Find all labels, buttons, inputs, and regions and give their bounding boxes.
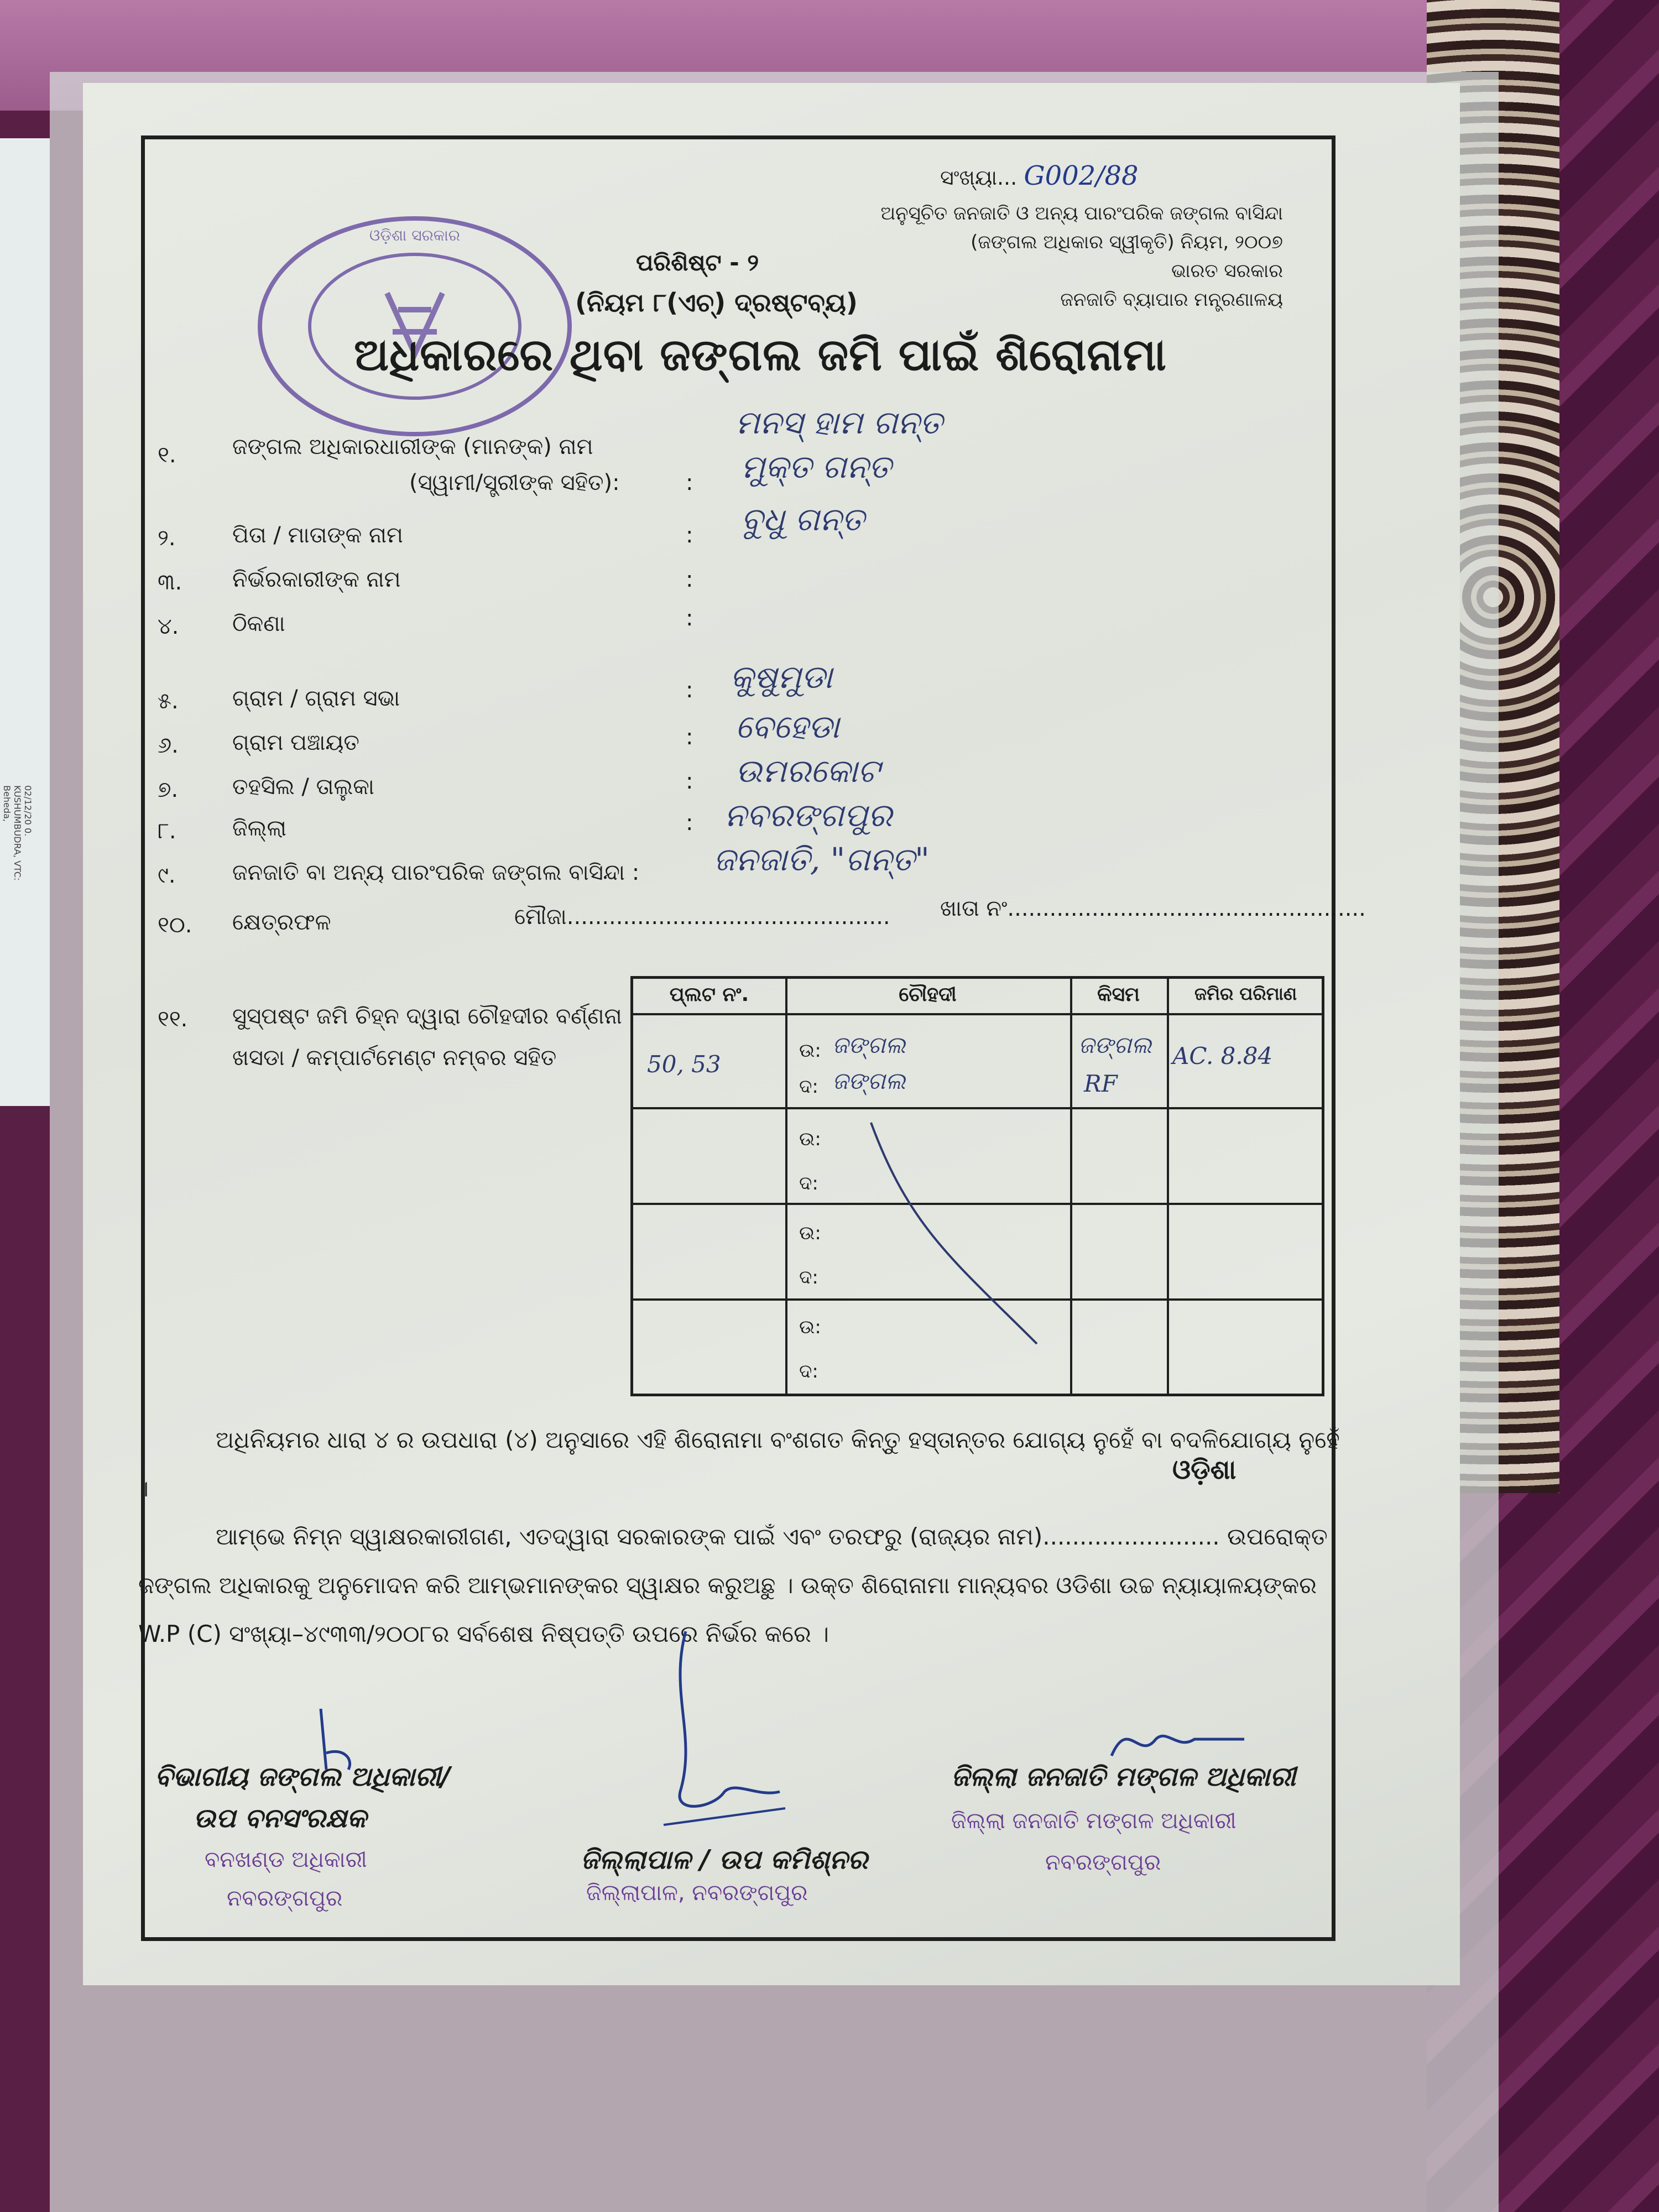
field-number: ୨. [158, 525, 176, 551]
field-label-village: ଗ୍ରାମ / ଗ୍ରାମ ସଭା [232, 686, 400, 711]
table-header-area: ଜମିର ପରିମାଣ [1194, 983, 1297, 1004]
signatory-title-dwo: ଜିଲ୍ଲା ଜନଜାତି ମଙ୍ଗଳ ଅଧିକାରୀ [951, 1761, 1296, 1792]
svg-text:ଓଡ଼ିଶା ସରକାର: ଓଡ଼ିଶା ସରକାର [369, 226, 460, 244]
table-cell-plot: 50, 53 [647, 1051, 721, 1078]
field-value-parent-name: ବୁଧୁ ଗନ୍ତ [741, 500, 865, 538]
stamp-right-office: ଜିଲ୍ଲା ଜନଜାତି ମଙ୍ଗଳ ଅଧିକାରୀ [951, 1808, 1237, 1834]
colon: : [686, 567, 693, 592]
field-value-holder-name: ମନସ୍ ହାମ ଗନ୍ତ [735, 404, 943, 441]
field-value-spouse: ମୁକ୍ତ ଗନ୍ତ [741, 448, 891, 486]
signatory-title-collector: ଜିଲ୍ଲାପାଳ / ଉପ କମିଶ୍ନର [581, 1844, 868, 1875]
state-name: ଓଡ଼ିଶା [1172, 1454, 1237, 1485]
field-number: ୪. [158, 614, 179, 639]
field-number: ୩. [158, 570, 182, 595]
field-number: ୧୧. [158, 1006, 188, 1032]
header-act-line1: ଅନୁସୂଚିତ ଜନଜାତି ଓ ଅନ୍ୟ ପାରଂପରିକ ଜଙ୍ଗଲ ବାସିନ୍ଦା [880, 202, 1283, 225]
stub-village: 0. KUSHUMBUDRA, [12, 785, 33, 858]
field-label-address: ଠିକଣା [232, 611, 285, 637]
serial-label: ସଂଖ୍ୟା... [940, 165, 1018, 190]
header-government: ଭାରତ ସରକାର [1171, 260, 1283, 282]
adjacent-document-stub [0, 785, 33, 907]
table-cell-north-label: ଉ: [799, 1316, 821, 1338]
table-header-kisam: କିସମ [1097, 983, 1140, 1006]
field-label-parent-name: ପିତା / ମାତାଙ୍କ ନାମ [232, 523, 403, 548]
rule-reference: (ନିୟମ ୮(ଏଚ୍) ଦ୍ରଷ୍ଟବ୍ୟ) [575, 288, 858, 317]
field-number: ୭. [158, 777, 179, 802]
stub-date: 02/12/20 [23, 785, 33, 825]
stamp-left-place: ନବରଙ୍ଗପୁର [227, 1886, 343, 1911]
strike-through-line [865, 1117, 1042, 1349]
colon: : [686, 810, 693, 836]
field-number: ୧. [158, 442, 176, 468]
table-cell-north-label: ଉ: [799, 1222, 821, 1244]
field-number: ୮. [158, 818, 176, 844]
field-label-panchayat: ଗ୍ରାମ ପଞ୍ଚାୟତ [232, 730, 359, 755]
colon: : [686, 523, 693, 548]
stamp-left-office: ବନଖଣ୍ଡ ଅଧିକାରୀ [205, 1847, 367, 1872]
stub-vtc: VTC: Beheda, [2, 785, 23, 881]
table-cell-area: AC. 8.84 [1172, 1042, 1273, 1070]
field-label-tribe: ଜନଜାତି ବା ଅନ୍ୟ ପାରଂପରିକ ଜଙ୍ଗଲ ବାସିନ୍ଦା : [232, 860, 640, 885]
field-value-district: ନବରଙ୍ଗପୁର [724, 796, 893, 834]
stamp-center: ଜିଲ୍ଲାପାଳ, ନବରଙ୍ଗପୁର [586, 1880, 808, 1906]
field-label-district: ଜିଲ୍ଲା [232, 816, 286, 841]
field-label-dependents: ନିର୍ଭରକାରୀଙ୍କ ନାମ [232, 567, 401, 592]
field-label-compartment: ଖସଡା / କମ୍ପାର୍ଟମେଣ୍ଟ ନମ୍ବର ସହିତ [232, 1045, 557, 1071]
table-cell-north-label: ଉ: [799, 1128, 821, 1150]
signatory-title-dfo: ବିଭାଗୀୟ ଜଙ୍ଗଲ ଅଧିକାରୀ/ [155, 1761, 451, 1792]
field-number: ୯. [158, 863, 176, 888]
annex-label: ପରିଶିଷ୍ଟ - ୨ [636, 249, 759, 276]
field-value-village: କୁଷୁମୁଡା [730, 658, 833, 696]
serial-number [940, 160, 1139, 191]
field-label-khata: ଖାତା ନଂ................................................... [940, 896, 1366, 921]
table-cell-south-label: ଦ: [799, 1172, 818, 1194]
government-seal-stamp [249, 210, 581, 442]
table-cell-south-label: ଦ: [799, 1266, 818, 1288]
table-cell-south-label: ଦ: [799, 1360, 818, 1383]
field-value-tribe: ଜନଜାତି, "ଗନ୍ତ" [713, 841, 930, 878]
colon: : [686, 677, 693, 703]
header-ministry: ଜନଜାତି ବ୍ୟାପାର ମନ୍ତ୍ରଣାଳୟ [1060, 289, 1283, 311]
signature-center [647, 1626, 791, 1836]
header-authority [830, 199, 1283, 314]
page-title: ଅଧିକାରରେ ଥିବା ଜଙ୍ଗଲ ଜମି ପାଇଁ ଶିରୋନାମା [354, 329, 1167, 380]
table-header-plot: ପ୍ଲଟ ନଂ. [669, 983, 749, 1006]
table-header-boundary: ଚୌହଦୀ [899, 983, 957, 1006]
colon: : [686, 470, 693, 495]
field-number: ୧୦. [158, 912, 192, 938]
table-cell-kisam: ଜଙ୍ଗଲ [1078, 1031, 1152, 1058]
colon: : [686, 724, 693, 750]
field-label-tehsil: ତହସିଲ / ତାଲୁକା [232, 774, 374, 800]
table-cell-north-label: ଉ: [799, 1040, 821, 1062]
signatory-title-dcf: ଉପ ବନସଂରକ୍ଷକ [194, 1803, 367, 1834]
field-value-panchayat: ବେହେଡା [735, 708, 839, 745]
table-cell-south-label: ଦ: [799, 1076, 818, 1098]
field-value-tehsil: ଉମରକୋଟ [735, 752, 880, 790]
field-label-boundary: ସୁସ୍ପଷ୍ଟ ଜମି ଚିହ୍ନ ଦ୍ୱାରା ଚୌହଦୀର ବର୍ଣ୍ଣନା [232, 1004, 622, 1029]
colon: : [686, 606, 693, 631]
stamp-right-place: ନବରଙ୍ଗପୁର [1045, 1850, 1161, 1875]
table-cell-south: ଜଙ୍ଗଲ [832, 1067, 906, 1094]
table-cell-kisam-code: RF [1084, 1070, 1118, 1097]
field-label-area: କ୍ଷେତ୍ରଫଳ [232, 910, 331, 935]
field-number: ୫. [158, 688, 179, 714]
boundary-table [630, 976, 1324, 1396]
legal-clause-heritable: ଅଧିନିୟମର ଧାରା ୪ ର ଉପଧାରା (୪) ଅନୁସାରେ ଏହି ଶିରୋନାମା ବଂଶଗତ କିନ୍ତୁ ହସ୍ତାନ୍ତର ଯୋଗ୍ୟ ନୁହେଁ ବା ବଦଳିଯୋଗ୍ୟ ନୁହେଁ । [138, 1426, 1340, 1502]
colon: : [686, 769, 693, 794]
field-label-spouse: (ସ୍ୱାମୀ/ସ୍ତ୍ରୀଙ୍କ ସହିତ): [409, 470, 620, 495]
serial-value: G002/88 [1024, 160, 1139, 191]
field-label-mouza: ମୌଜା.............................................. [514, 904, 890, 930]
field-label-holder-name: ଜଙ୍ଗଲ ଅଧିକାରଧାରୀଙ୍କ (ମାନଙ୍କ) ନାମ [232, 434, 593, 460]
adjacent-document [0, 138, 50, 1106]
header-act-line2: (ଜଙ୍ଗଲ ଅଧିକାର ସ୍ୱୀକୃତି) ନିୟମ, ୨୦୦୭ [971, 231, 1283, 253]
table-cell-north: ଜଙ୍ଗଲ [832, 1031, 906, 1058]
legal-clause-approval: ଆମ୍ଭେ ନିମ୍ନ ସ୍ୱାକ୍ଷରକାରୀଗଣ, ଏତଦ୍ୱାରା ସରକାରଙ୍କ ପାଇଁ ଏବଂ ତରଫରୁ (ରାଜ୍ୟର ନାମ)........................ ଉପରୋକ୍ତ ଜଙ୍ଗଲ ଅଧିକାରକୁ ଅନୁମୋଦନ କରି ଆମ୍ଭମାନଙ୍କର ସ୍ୱାକ୍ଷର କରୁଅଛୁ । ଉକ୍ତ ଶିରୋନାମା ମାନ୍ୟବର ଓଡିଶା ଉଚ୍ଚ ନ୍ୟାୟାଳୟଙ୍କର W.P (C) ସଂଖ୍ୟା–୪୯୩୩/୨୦୦୮ର ସର୍ବଶେଷ ନିଷ୍ପତ୍ତି ଉପରେ ନିର୍ଭର କରେ । [138, 1523, 1328, 1647]
field-number: ୬. [158, 733, 179, 758]
